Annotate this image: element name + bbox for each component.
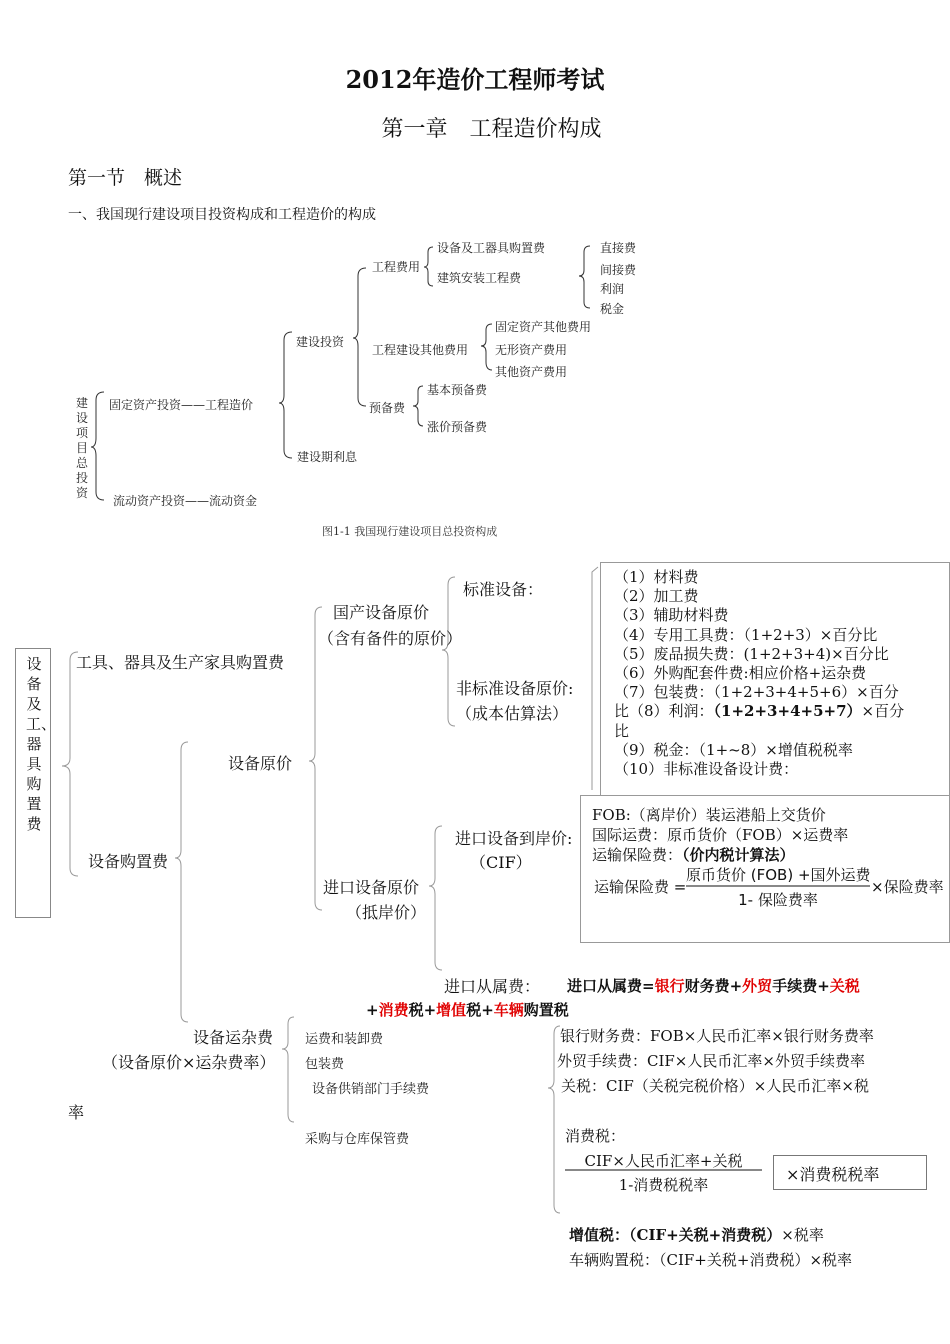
consumption-den: 1-消费税税率 — [618, 1176, 709, 1194]
insurance-formula-num: 原币货价 (FOB) +国外运费 — [686, 866, 871, 884]
vehicle-line: 车辆购置税：（CIF+关税+消费税）×税率 — [569, 1251, 853, 1269]
freight-line: 国际运费：原币货价（FOB）×运费率 — [592, 826, 849, 844]
consumption-num: CIF×人民币汇率+关税 — [584, 1152, 743, 1170]
transport-item: 设备供销部门手续费 — [312, 1082, 430, 1097]
fig1-liquid-invest: 流动资产投资——流动资金 — [113, 494, 258, 508]
fig1-other-asset: 其他资产费用 — [495, 365, 568, 379]
list-item: （4）专用工具费：（1+2+3）×百分比 — [614, 625, 878, 644]
fig1-tax: 税金 — [600, 302, 625, 316]
fig1-fixed-other: 固定资产其他费用 — [495, 320, 592, 334]
insurance-formula-rhs: ×保险费率 — [871, 878, 944, 896]
bank-fee-line: 银行财务费：FOB×人民币汇率×银行财务费率 — [560, 1027, 874, 1045]
list-item: （7）包装费：（1+2+3+4+5+6）×百分 — [614, 683, 899, 702]
fig1-fixed-invest: 固定资产投资——工程造价 — [109, 398, 254, 412]
fig1-building-install: 建筑安装工程费 — [437, 271, 522, 285]
list-item: （1）材料费 — [614, 568, 699, 586]
fig1-interest: 建设期利息 — [297, 450, 358, 464]
fig1-direct: 直接费 — [600, 241, 637, 255]
fig1-profit: 利润 — [600, 282, 625, 296]
fig2-transport: 设备运杂费 — [193, 1028, 274, 1047]
fig2-transport-note: （设备原价×运杂费率） — [102, 1053, 276, 1072]
fig1-equipment-purchase: 设备及工器具购置费 — [437, 241, 546, 255]
nonstandard-items — [614, 568, 904, 779]
subsidiary-formula-line1: 进口从属费=银行财务费+外贸手续费+关税 — [567, 977, 860, 995]
fig1-indirect: 间接费 — [600, 263, 637, 277]
fig1-root-label: 建设项目总投资 — [75, 396, 88, 500]
heading-1: 一、我国现行建设项目投资构成和工程造价的构成 — [68, 207, 376, 223]
page-title: 2012年造价工程师考试 — [345, 65, 605, 94]
vat-line: 增值税：（CIF+关税+消费税）×税率 — [569, 1226, 824, 1244]
fig1-price-reserve: 涨价预备费 — [427, 420, 488, 434]
list-item: 比 — [614, 721, 630, 740]
list-item: （6）外购配套件费:相应价格+运杂费 — [614, 664, 867, 683]
list-item: （10）非标准设备设计费： — [614, 760, 799, 779]
fig2-imported: 进口设备原价 — [323, 878, 420, 897]
fig2-subsidiary: 进口从属费： — [444, 977, 541, 996]
list-item: （2）加工费 — [614, 587, 699, 606]
trade-fee-line: 外贸手续费：CIF×人民币汇率×外贸手续费率 — [557, 1052, 865, 1070]
fig1-other-cost: 工程建设其他费用 — [372, 343, 469, 357]
insurance-formula-lhs: 运输保险费 = — [594, 878, 687, 896]
transport-item: 运费和装卸费 — [305, 1032, 384, 1047]
fob-line: FOB:（离岸价）装运港船上交货价 — [592, 806, 826, 824]
fig1-reserve: 预备费 — [369, 401, 406, 415]
fig2-domestic-note: （含有备件的原价） — [318, 629, 463, 648]
section-title: 第一节 概述 — [68, 167, 183, 189]
fig2-tools: 工具、器具及生产家具购置费 — [76, 653, 285, 672]
fig2-cif: 进口设备到岸价: — [455, 829, 573, 848]
transport-item: 采购与仓库保管费 — [305, 1132, 410, 1147]
fig2-imported-note: （抵岸价） — [346, 903, 427, 922]
customs-cont: 率 — [68, 1103, 85, 1122]
insurance-formula-den: 1- 保险费率 — [738, 891, 818, 909]
fig2-root-label: 设备及工、器具购置费 — [26, 655, 57, 833]
fig2-standard: 标准设备： — [463, 580, 544, 599]
fig2-domestic: 国产设备原价 — [333, 603, 430, 622]
fig2-equip-purchase: 设备购置费 — [88, 852, 169, 871]
list-item: （3）辅助材料费 — [614, 606, 729, 625]
fig2-equip-original: 设备原价 — [228, 754, 293, 773]
fig1-basic-reserve: 基本预备费 — [427, 383, 488, 397]
fig1-intangible: 无形资产费用 — [495, 343, 568, 357]
subsidiary-formula-line2: +消费税+增值税+车辆购置税 — [366, 1001, 569, 1019]
fig2-cif-note: （CIF） — [470, 853, 532, 872]
consumption-label: 消费税： — [565, 1127, 626, 1145]
fig2-nonstandard: 非标准设备原价: — [456, 679, 574, 698]
fig2-nonstandard-note: （成本估算法） — [456, 704, 569, 723]
list-item: 比（8）利润：（1+2+3+4+5+7）×百分 — [614, 702, 905, 721]
fig1-construction-invest: 建设投资 — [296, 335, 345, 349]
transport-item: 包装费 — [305, 1057, 345, 1072]
consumption-rate: ×消费税税率 — [786, 1165, 880, 1184]
fig1-engineering-cost: 工程费用 — [372, 260, 421, 274]
list-item: （9）税金：（1+~8）×增值税税率 — [614, 740, 853, 759]
list-item: （5）废品损失费：(1+2+3+4)×百分比 — [614, 644, 889, 663]
customs-line: 关税：CIF（关税完税价格）×人民币汇率×税 — [561, 1077, 869, 1095]
insurance-line: 运输保险费：（价内税计算法） — [592, 846, 795, 864]
chapter-title: 第一章 工程造价构成 — [381, 117, 602, 142]
fig1-caption: 图1-1 我国现行建设项目总投资构成 — [322, 525, 498, 538]
